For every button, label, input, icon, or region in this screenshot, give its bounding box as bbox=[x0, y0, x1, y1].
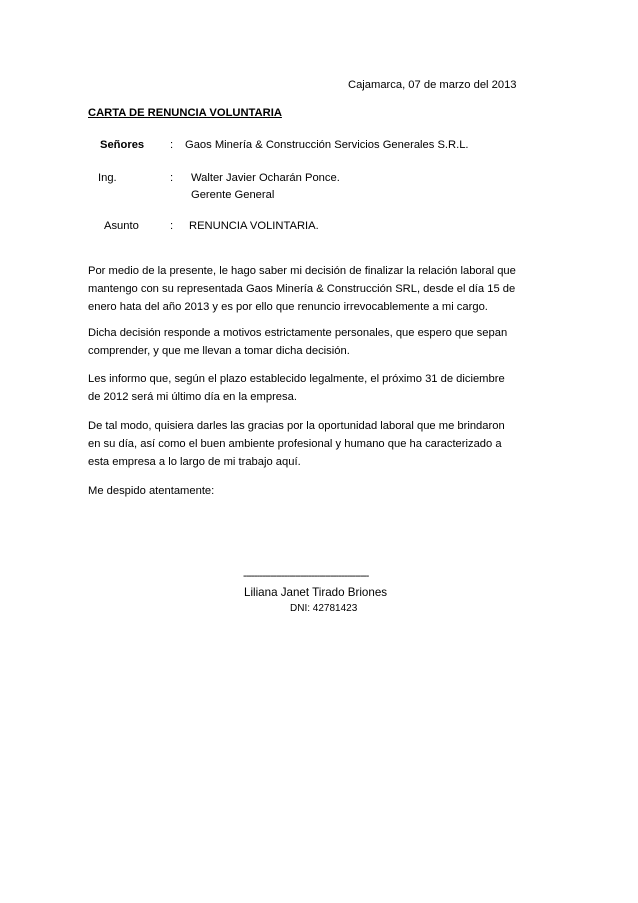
field-recipient-colon: : bbox=[170, 139, 174, 151]
paragraph-line: enero hata del año 2013 y es por ello que renuncio irrevocablemente a mi cargo. bbox=[88, 301, 488, 313]
signer-dni: DNI: 42781423 bbox=[290, 603, 358, 614]
field-addressee-label: Ing. bbox=[98, 172, 117, 184]
paragraph-2 bbox=[88, 324, 558, 360]
field-addressee-name: Walter Javier Ocharán Ponce. bbox=[191, 172, 340, 184]
letter-title: CARTA DE RENUNCIA VOLUNTARIA bbox=[88, 107, 282, 119]
field-recipient-value: Gaos Minería & Construcción Servicios Generales S.R.L. bbox=[185, 139, 469, 151]
field-addressee-position: Gerente General bbox=[191, 189, 275, 201]
signer-name: Liliana Janet Tirado Briones bbox=[244, 586, 388, 599]
paragraph-line: Les informo que, según el plazo establecido legalmente, el próximo 31 de diciembre bbox=[88, 373, 505, 385]
field-recipient-label: Señores bbox=[100, 139, 145, 151]
field-addressee bbox=[98, 170, 568, 204]
field-subject-value: RENUNCIA VOLINTARIA. bbox=[189, 220, 319, 232]
paragraph-line: de 2012 será mi último día en la empresa. bbox=[88, 391, 297, 403]
paragraph-line: Dicha decisión responde a motivos estrictamente personales, que espero que sepan bbox=[88, 327, 508, 339]
paragraph-3 bbox=[88, 370, 558, 406]
paragraph-line: mantengo con su representada Gaos Minería & Construcción SRL, desde el día 15 de bbox=[88, 283, 516, 295]
paragraph-1 bbox=[88, 262, 558, 316]
field-addressee-colon: : bbox=[170, 172, 174, 184]
paragraph-4 bbox=[88, 417, 558, 471]
field-recipient bbox=[100, 137, 570, 153]
field-subject bbox=[104, 218, 574, 234]
paragraph-line: en su día, así como el buen ambiente profesional y humano que ha caracterizado a bbox=[88, 438, 502, 450]
paragraph-line: Me despido atentamente: bbox=[88, 485, 215, 497]
field-subject-label: Asunto bbox=[104, 220, 139, 232]
paragraph-line: comprender, y que me llevan a tomar dicha decisión. bbox=[88, 345, 350, 357]
paragraph-line: De tal modo, quisiera darles las gracias por la oportunidad laboral que me brindaron bbox=[88, 420, 505, 432]
signature-line: ---------------------------------------------- bbox=[243, 570, 369, 582]
closing-line bbox=[88, 482, 558, 500]
letter-date: Cajamarca, 07 de marzo del 2013 bbox=[348, 79, 517, 91]
paragraph-line: esta empresa a lo largo de mi trabajo aquí. bbox=[88, 456, 301, 468]
paragraph-line: Por medio de la presente, le hago saber mi decisión de finalizar la relación laboral que bbox=[88, 265, 516, 277]
field-subject-colon: : bbox=[170, 220, 174, 232]
